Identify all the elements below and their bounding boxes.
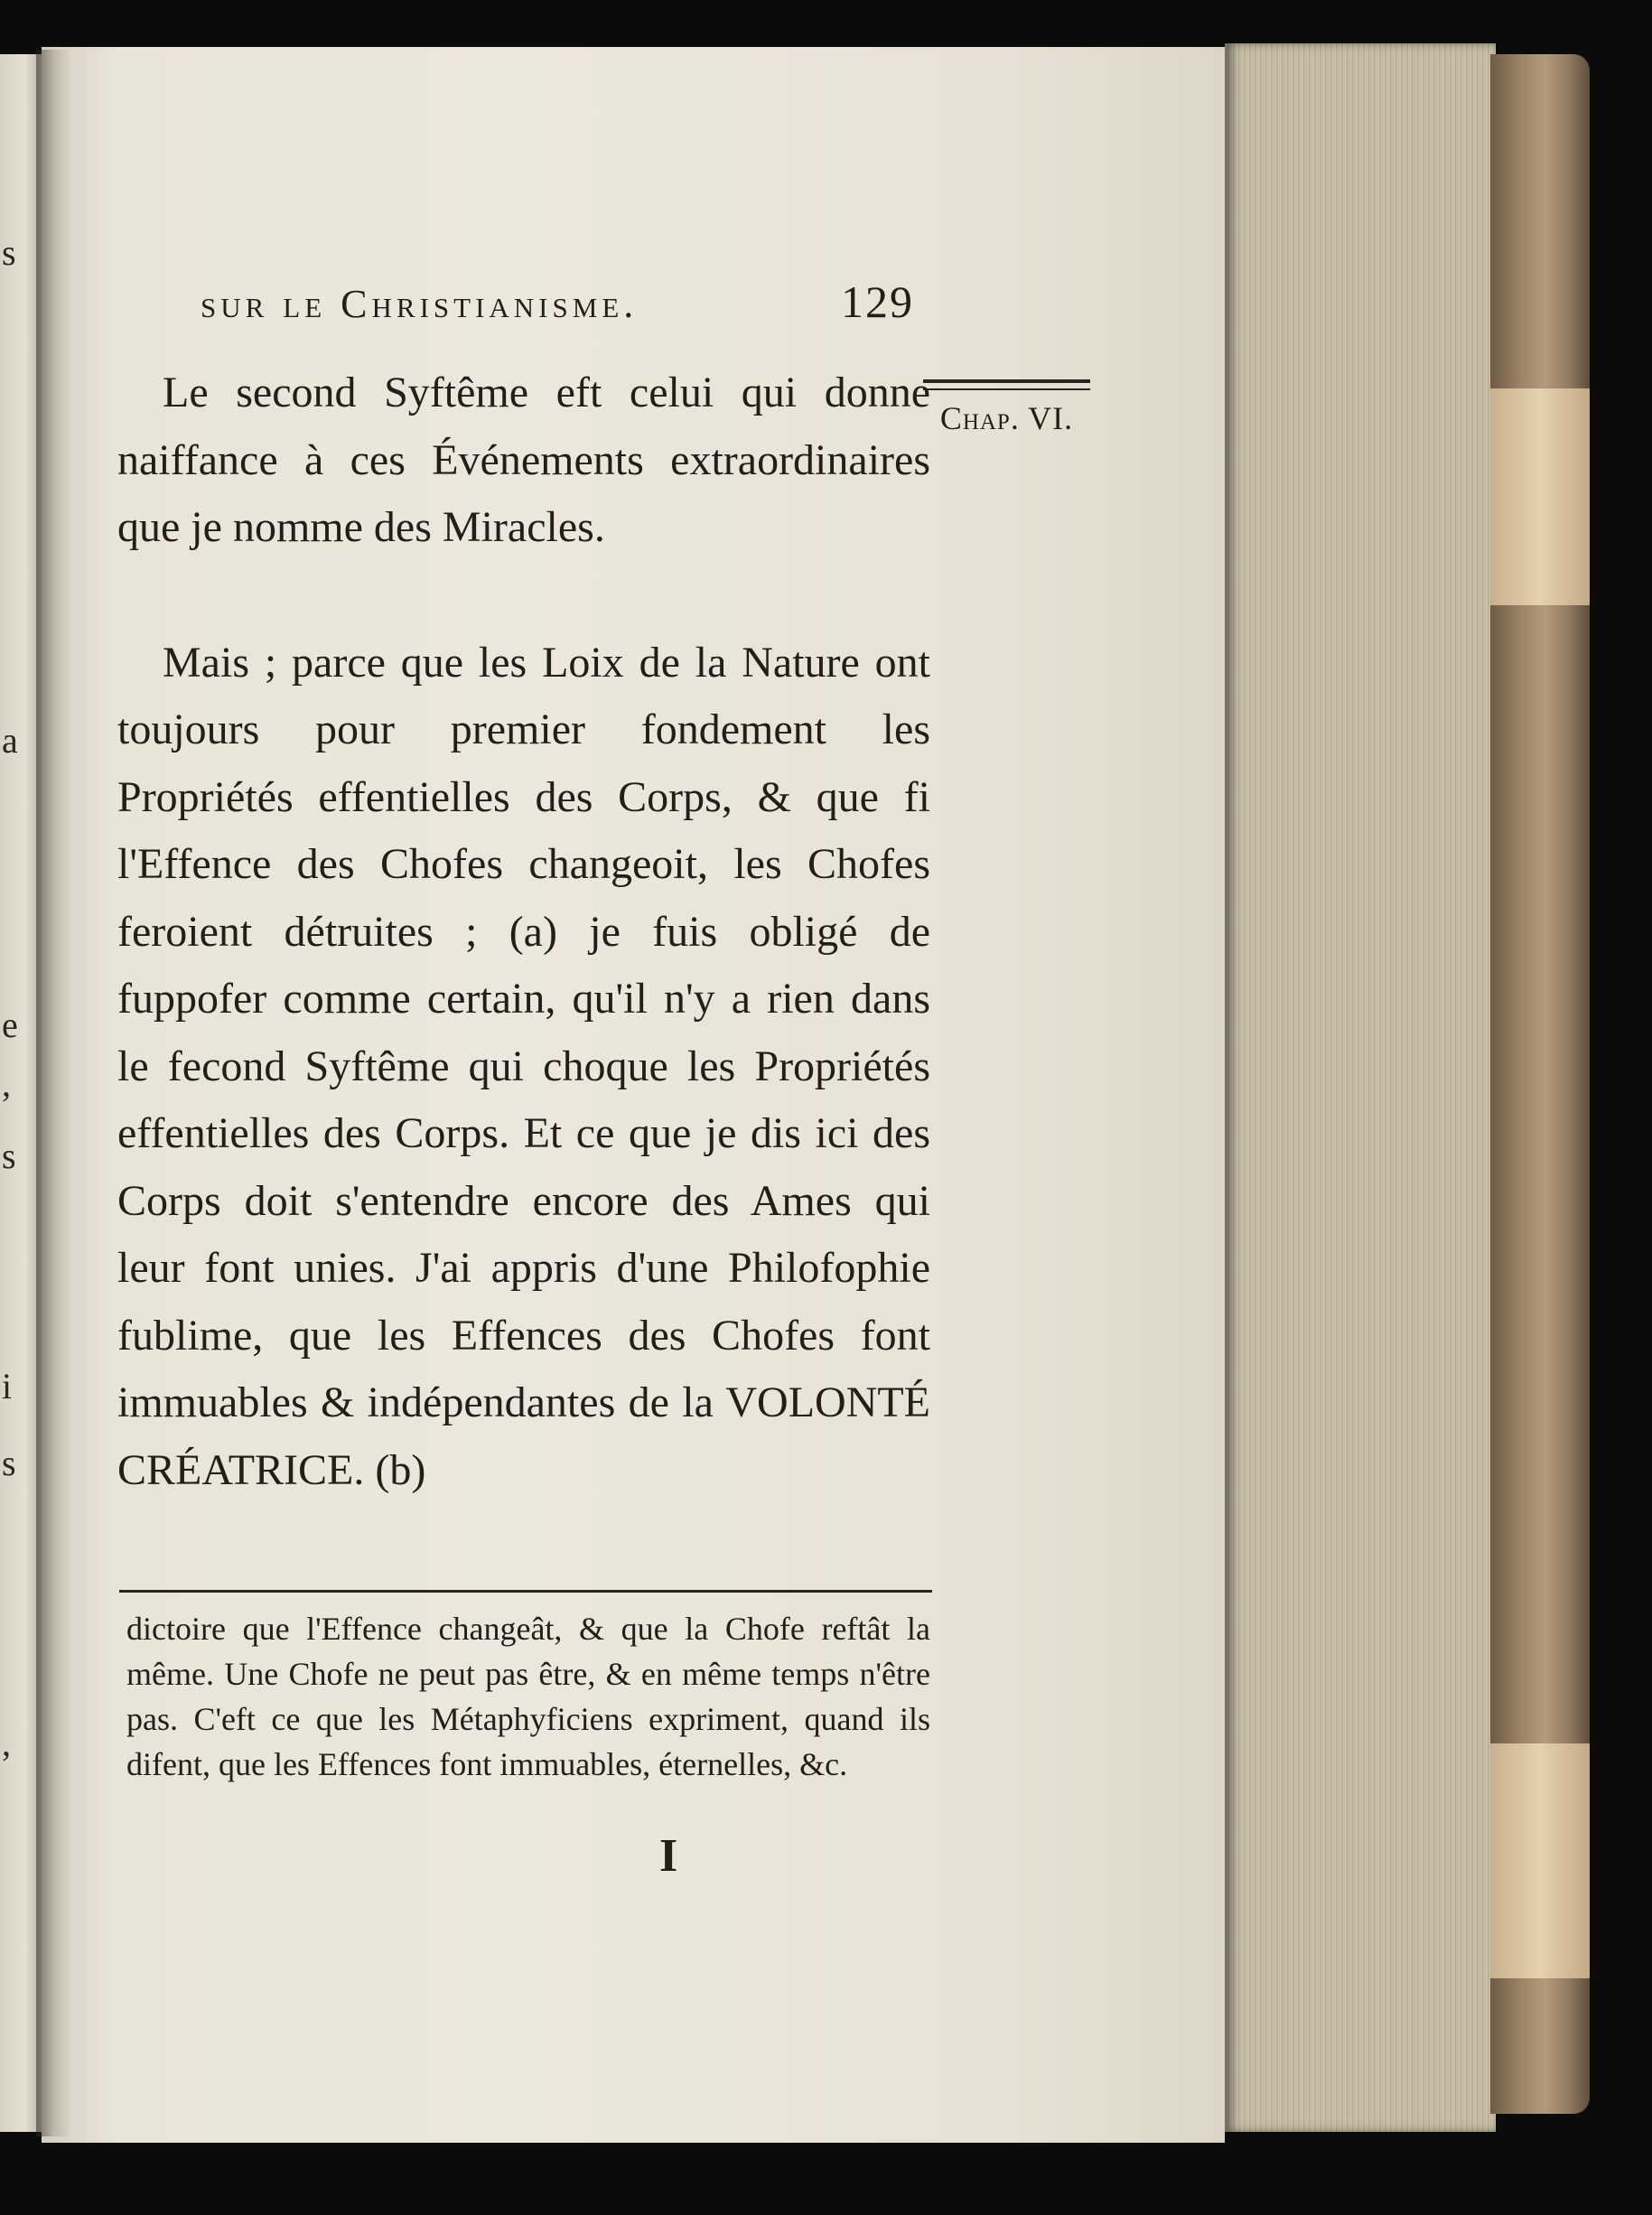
chapter-label: Chap. VI. <box>939 400 1074 436</box>
running-header <box>201 276 914 328</box>
body-text <box>117 360 930 1504</box>
cover-band <box>1490 388 1590 605</box>
footnote-rule <box>119 1590 932 1593</box>
paragraph-spacer <box>117 562 930 630</box>
facing-page-fragment: a <box>2 720 18 761</box>
facing-page-fragment: s <box>2 232 16 273</box>
page-number: 129 <box>841 276 914 327</box>
running-title: sur le Christianisme. <box>201 282 639 326</box>
margin-rule <box>923 388 1090 390</box>
paragraph: Le second Syftême eft celui qui donne naiffance à ces Événements extraordinaires que je nomme des Miracles. <box>117 369 930 551</box>
paragraph: Mais ; parce que les Loix de la Nature ont toujours pour premier fondement les Propriétés effentielles des Corps, & que fi l'Effence des Chofes changeoit, les Chofes feroient détruites ; (a) je fuis obligé de fuppofer comme certain, qu'il n'y a rien dans le fecond Syftême qui choque les Propriétés effentielles des Corps. Et ce que je dis ici des Corps doit s'entendre encore des Ames qui leur font unies. J'ai appris d'une Philofophie fublime, que les Effences des Chofes font immuables & indépendantes de la VOLONTÉ CRÉATRICE. (b) <box>117 638 930 1494</box>
facing-page-fragment: e <box>2 1005 18 1045</box>
margin-rule <box>923 379 1090 383</box>
footnote <box>126 1606 930 1787</box>
facing-page-fragment: , <box>2 1723 11 1763</box>
facing-page-fragment: i <box>2 1366 13 1407</box>
page-edges <box>1225 43 1496 2132</box>
facing-page-fragment: s <box>2 1136 16 1176</box>
facing-page-fragment: , <box>2 1063 11 1104</box>
gutter-shadow <box>36 50 72 2136</box>
footnote-text: dictoire que l'Effence changeât, & que la Chofe reftât la même. Une Chofe ne peut pas être, & en même temps n'être pas. C'eft ce que les Métaphyficiens expriment, quand ils difent, que les Effences font immuables, éternelles, &c. <box>126 1611 930 1782</box>
margin-note <box>923 379 1090 437</box>
facing-page-fragment: s <box>2 1443 16 1483</box>
cover-band <box>1490 1743 1590 1978</box>
signature-mark: I <box>659 1830 678 1882</box>
